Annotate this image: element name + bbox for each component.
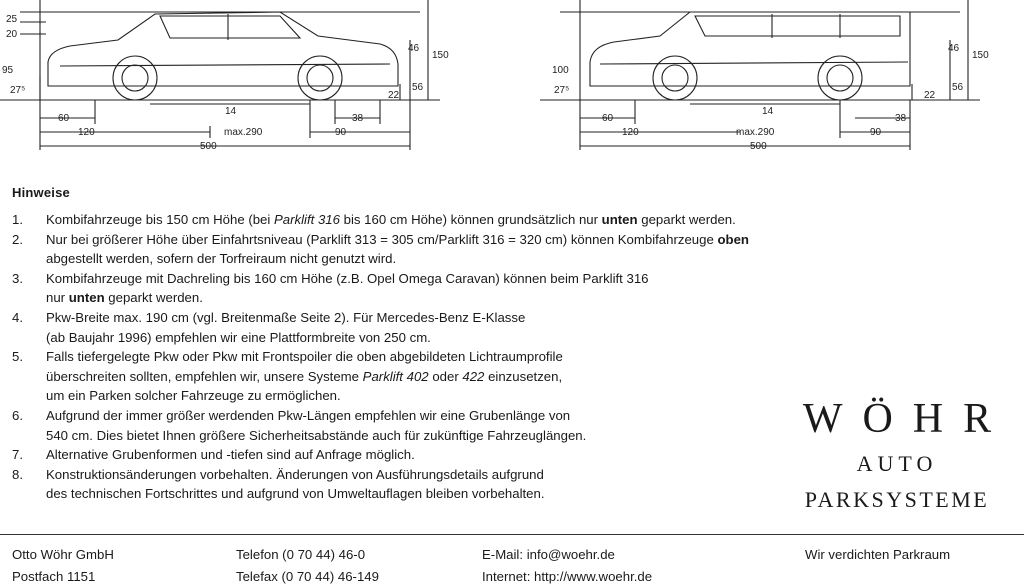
hinweis-item xyxy=(12,308,992,347)
dim-500: 500 xyxy=(750,141,767,152)
hinweis-line xyxy=(46,288,992,308)
hinweis-segment: Alternative Grubenformen und -tiefen sind auf Anfrage möglich. xyxy=(46,447,415,463)
logo-main-text: WÖHR xyxy=(802,396,1012,442)
hinweise-heading: Hinweise xyxy=(12,185,70,200)
dim-46: 46 xyxy=(408,43,420,54)
footer-postbox: Postfach 1151 xyxy=(12,569,96,584)
hinweis-line xyxy=(46,210,992,230)
hinweis-segment: Konstruktionsänderungen vorbehalten. Änderungen von Ausführungsdetails aufgrund xyxy=(46,466,544,482)
dim-max290: max.290 xyxy=(224,127,263,138)
sedan-clearance-diagram xyxy=(0,0,470,160)
hinweis-number: 1. xyxy=(12,212,23,227)
hinweis-segment: unten xyxy=(601,212,638,227)
hinweis-item xyxy=(12,269,992,308)
woehr-logo xyxy=(782,395,1012,515)
dim-46: 46 xyxy=(948,43,960,54)
hinweis-segment: Nur bei größerer Höhe über Einfahrtsniveau (Parklift 313 = 305 cm/Parklift 316 = 320 cm) können Kombifahrzeuge xyxy=(46,231,718,247)
dim-56: 56 xyxy=(952,82,964,93)
dim-14: 14 xyxy=(762,106,774,117)
dim-150: 150 xyxy=(432,50,449,61)
hinweis-segment: Aufgrund der immer größer werdenden Pkw-Längen empfehlen wir eine Grubenlänge von xyxy=(46,407,571,423)
dim-90: 90 xyxy=(335,127,347,138)
hinweis-segment: abgestellt werden, sofern der Torfreiraum nicht genutzt wird. xyxy=(46,251,397,267)
footer-phone xyxy=(236,544,379,588)
footer-slogan-text: Wir verdichten Parkraum xyxy=(805,547,951,562)
hinweis-number: 3. xyxy=(12,270,23,286)
hinweis-number: 5. xyxy=(12,349,23,365)
hinweis-segment: oben xyxy=(717,231,749,247)
dim-90: 90 xyxy=(870,127,882,138)
hinweis-text xyxy=(46,230,992,269)
footer-email[interactable]: E-Mail: info@woehr.de xyxy=(482,547,615,562)
hinweis-segment: um ein Parken solcher Fahrzeuge zu ermöglichen. xyxy=(46,388,341,404)
hinweis-segment: geparkt werden. xyxy=(637,212,736,227)
dim-150: 150 xyxy=(972,50,989,61)
hinweis-text xyxy=(46,308,992,347)
hinweis-line xyxy=(46,269,992,289)
hinweis-text xyxy=(46,210,992,230)
hinweis-segment: einzusetzen, xyxy=(484,368,563,384)
dim-14: 14 xyxy=(225,106,237,117)
wagon-clearance-diagram xyxy=(540,0,1024,160)
hinweis-segment: nur xyxy=(46,290,69,306)
hinweis-line xyxy=(46,308,992,328)
hinweis-item xyxy=(12,230,992,269)
footer-telefon: Telefon (0 70 44) 46-0 xyxy=(236,547,366,562)
dim-38: 38 xyxy=(895,113,907,124)
hinweis-number: 4. xyxy=(12,309,23,325)
hinweis-number: 6. xyxy=(12,407,23,423)
dim-95: 95 xyxy=(2,65,14,76)
dim-25: 25 xyxy=(6,14,18,25)
hinweis-line xyxy=(46,347,992,367)
dim-max290: max.290 xyxy=(736,127,775,138)
dim-27-5: 27⁵ xyxy=(554,85,570,96)
dim-22: 22 xyxy=(924,90,936,101)
footer-slogan xyxy=(805,544,950,566)
hinweis-number: 2. xyxy=(12,231,23,247)
hinweis-line xyxy=(46,328,992,348)
dim-60: 60 xyxy=(58,113,70,124)
hinweis-segment: des technischen Fortschrittes und aufgrund von Umweltauflagen bleiben vorbehalten. xyxy=(46,486,545,502)
footer-company xyxy=(12,544,114,588)
logo-parksysteme-text: PARKSYSTEME xyxy=(804,487,990,512)
dim-500: 500 xyxy=(200,141,217,152)
hinweis-segment: überschreiten sollten, empfehlen wir, unsere Systeme xyxy=(46,368,363,384)
hinweis-segment: 422 xyxy=(462,368,485,384)
dim-56: 56 xyxy=(412,82,424,93)
footer-telefax: Telefax (0 70 44) 46-149 xyxy=(236,569,379,584)
dim-60: 60 xyxy=(602,113,614,124)
footer-divider xyxy=(0,534,1024,535)
hinweis-segment: geparkt werden. xyxy=(104,290,203,306)
hinweis-segment: Kombifahrzeuge bis 150 cm Höhe (bei xyxy=(46,212,274,227)
hinweis-segment: Pkw-Breite max. 190 cm (vgl. Breitenmaße Seite 2). Für Mercedes-Benz E-Klasse xyxy=(46,309,526,325)
hinweis-segment: (ab Baujahr 1996) empfehlen wir eine Plattformbreite von 250 cm. xyxy=(46,329,431,345)
dim-120: 120 xyxy=(78,127,95,138)
hinweis-segment: Parklift 316 xyxy=(273,212,340,227)
hinweis-segment: Falls tiefergelegte Pkw oder Pkw mit Frontspoiler die oben abgebildeten Lichtraumprofile xyxy=(46,349,563,365)
hinweis-number: 8. xyxy=(12,466,23,482)
hinweis-number: 7. xyxy=(12,447,23,463)
dim-120: 120 xyxy=(622,127,639,138)
footer-internet[interactable]: Internet: http://www.woehr.de xyxy=(482,569,653,584)
hinweis-segment: bis 160 cm Höhe) können grundsätzlich nur xyxy=(339,212,602,227)
footer-company-name: Otto Wöhr GmbH xyxy=(12,547,114,562)
hinweis-segment: Parklift 402 xyxy=(362,368,429,384)
dim-20: 20 xyxy=(6,29,18,40)
dim-38: 38 xyxy=(352,113,364,124)
footer-contact xyxy=(482,544,652,588)
hinweis-segment: Kombifahrzeuge mit Dachreling bis 160 cm Höhe (z.B. Opel Omega Caravan) können beim Parklift 316 xyxy=(46,270,649,286)
hinweis-line xyxy=(46,230,992,250)
hinweis-segment: oder xyxy=(428,368,463,384)
logo-auto-text: AUTO xyxy=(856,451,938,476)
hinweis-segment: unten xyxy=(68,290,105,306)
hinweis-line xyxy=(46,367,992,387)
hinweis-item xyxy=(12,210,992,230)
hinweis-segment: 540 cm. Dies bietet Ihnen größere Sicherheitsabstände auch für zukünftige Fahrzeuglängen. xyxy=(46,427,587,443)
dim-22: 22 xyxy=(388,90,400,101)
hinweis-text xyxy=(46,269,992,308)
dim-27-5: 27⁵ xyxy=(10,85,26,96)
dim-100: 100 xyxy=(552,65,569,76)
hinweis-line xyxy=(46,249,992,269)
